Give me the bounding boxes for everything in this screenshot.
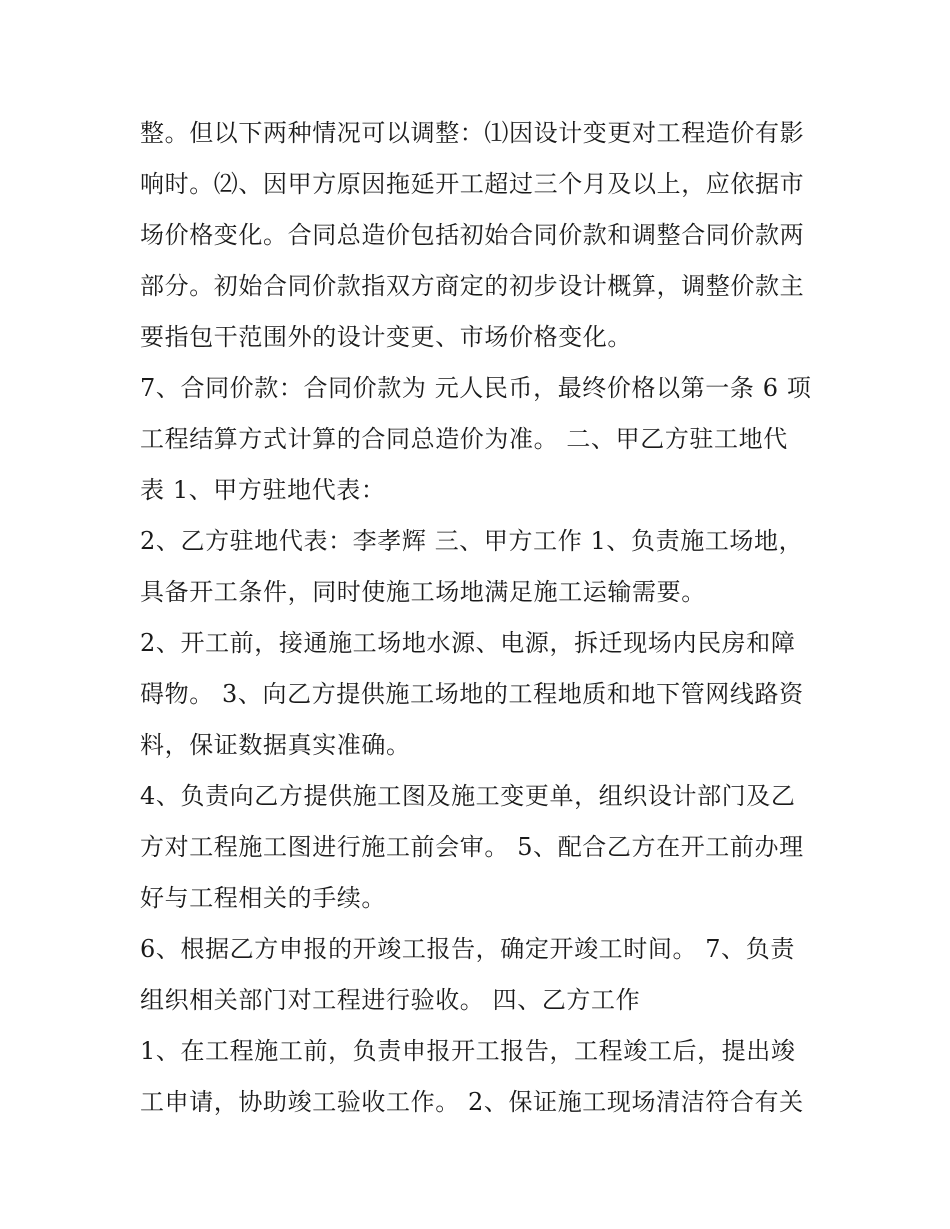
paragraph-contractor-duties xyxy=(140,1026,820,1128)
text-line: 2、乙方驻地代表：李孝辉 三、甲方工作 1、负责施工场地， xyxy=(140,527,804,555)
text-line: 6、根据乙方申报的开竣工报告，确定开竣工时间。 7、负责 xyxy=(140,935,795,963)
text-line: 工程结算方式计算的合同总造价为准。 二、甲乙方驻工地代 xyxy=(140,425,788,453)
text-line: 1、在工程施工前，负责申报开工报告，工程竣工后，提出竣 xyxy=(140,1037,796,1065)
text-line: 工申请，协助竣工验收工作。 2、保证施工现场清洁符合有关 xyxy=(140,1088,804,1116)
paragraph-contract-price xyxy=(140,363,820,516)
text-line: 方对工程施工图进行施工前会审。 5、配合乙方在开工前办理 xyxy=(140,833,804,861)
text-line: 碍物。 3、向乙方提供施工场地的工程地质和地下管网线路资 xyxy=(140,680,804,708)
text-line: 响时。⑵、因甲方原因拖延开工超过三个月及以上，应依据市 xyxy=(140,170,805,198)
text-line: 具备开工条件，同时使施工场地满足施工运输需要。 xyxy=(140,578,706,606)
document-body xyxy=(140,108,820,1128)
text-line: 要指包干范围外的设计变更、市场价格变化。 xyxy=(140,323,632,351)
text-line: 表 1、甲方驻地代表： xyxy=(140,476,386,504)
text-line: 7、合同价款：合同价款为 元人民币，最终价格以第一条 6 项 xyxy=(140,374,812,402)
text-line: 整。但以下两种情况可以调整：⑴因设计变更对工程造价有影 xyxy=(140,119,805,147)
text-line: 好与工程相关的手续。 xyxy=(140,884,386,912)
paragraph-drawings-review xyxy=(140,771,820,924)
paragraph-completion-time xyxy=(140,924,820,1026)
text-line: 场价格变化。合同总造价包括初始合同价款和调整合同价款两 xyxy=(140,221,805,249)
text-line: 4、负责向乙方提供施工图及施工变更单，组织设计部门及乙 xyxy=(140,782,796,810)
text-line: 部分。初始合同价款指双方商定的初步设计概算，调整价款主 xyxy=(140,272,805,300)
paragraph-price-adjustment xyxy=(140,108,820,363)
paragraph-site-preparation xyxy=(140,618,820,771)
paragraph-site-representative xyxy=(140,516,820,618)
text-line: 组织相关部门对工程进行验收。 四、乙方工作 xyxy=(140,986,641,1014)
text-line: 2、开工前，接通施工场地水源、电源，拆迁现场内民房和障 xyxy=(140,629,796,657)
text-line: 料，保证数据真实准确。 xyxy=(140,731,411,759)
